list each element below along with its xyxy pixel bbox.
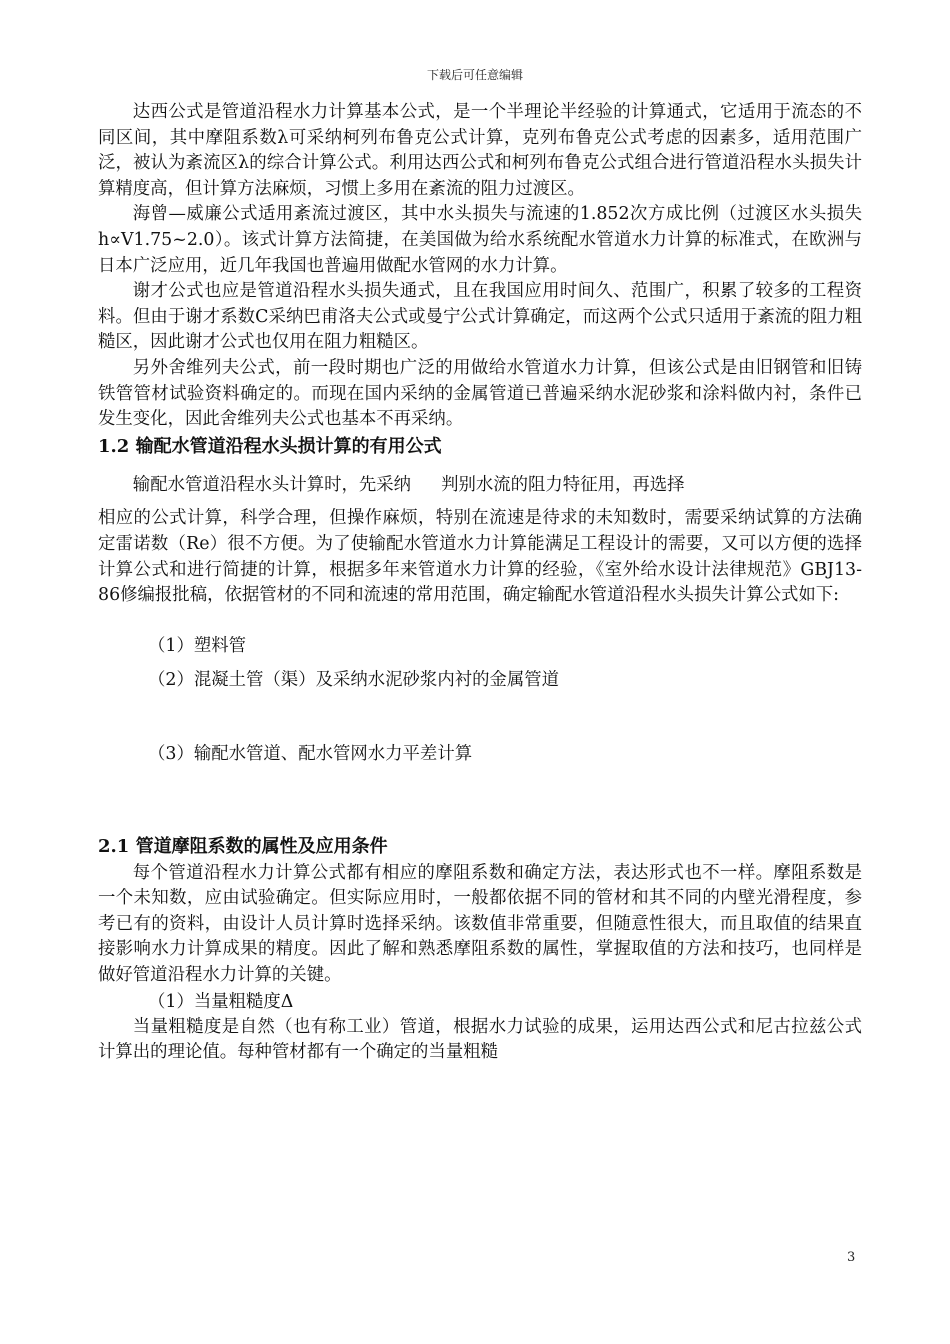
paragraph-equivalent-roughness: 当量粗糙度是自然（也有称工业）管道，根据水力试验的成果，运用达西公式和尼古拉兹公式计算出的理论值。每种管材都有一个确定的当量粗糙	[98, 1016, 862, 1063]
paragraph-formula-intro: 相应的公式计算，科学合理，但操作麻烦，特别在流速是待求的未知数时，需要采纳试算的方法确定雷诺数（Re）很不方便。为了使输配水管道水力计算能满足工程设计的需要，又可以方便的选择计算公式和进行简捷的计算，根据多年来管道水力计算的经验，《室外给水设计法律规范》GBJ13-86修编报批稿，依据管材的不同和流速的常用范围，确定输配水管道沿程水头损失计算公式如下:	[98, 508, 862, 606]
page-number: 3	[847, 1250, 856, 1265]
document-body	[98, 100, 862, 1066]
page-header: 下载后可任意编辑	[426, 68, 523, 82]
formula-intro-part-a: 输配水管道沿程水头计算时，先采纳	[132, 474, 412, 495]
list-item-equivalent-roughness: （1）当量粗糙度Δ	[148, 991, 294, 1012]
list-item-plastic-pipe: （1）塑料管	[148, 635, 247, 656]
paragraph-friction-coefficient: 每个管道沿程水力计算公式都有相应的摩阻系数和确定方法，表达形式也不一样。摩阻系数是一个未知数，应由试验确定。但实际应用时，一般都依据不同的管材和其不同的内壁光滑程度，参考已有的资料，由设计人员计算时选择采纳。该数值非常重要，但随意性很大，而且取值的结果直接影响水力计算成果的精度。因此了解和熟悉摩阻系数的属性，掌握取值的方法和技巧，也同样是做好管道沿程水力计算的关键。	[98, 862, 862, 986]
list-item-concrete-pipe: （2）混凝土管（渠）及采纳水泥砂浆内衬的金属管道	[148, 669, 560, 690]
paragraph-hazen-williams: 海曾—威廉公式适用紊流过渡区，其中水头损失与流速的1.852次方成比例（过渡区水头损失h∝V1.75~2.0）。该式计算方法简捷，在美国做为给水系统配水管道水力计算的标准式，在欧洲与日本广泛应用，近几年我国也普遍用做配水管网的水力计算。	[98, 204, 862, 276]
list-item-network-balance: （3）输配水管道、配水管网水力平差计算	[148, 743, 473, 764]
paragraph-chezy: 谢才公式也应是管道沿程水头损失通式，且在我国应用时间久、范围广，积累了较多的工程资料。但由于谢才系数C采纳巴甫洛夫公式或曼宁公式计算确定，而这两个公式只适用于紊流的阻力粗糙区，因此谢才公式也仅用在阻力粗糙区。	[98, 281, 862, 353]
paragraph-shevelev: 另外舍维列夫公式，前一段时期也广泛的用做给水管道水力计算，但该公式是由旧钢管和旧铸铁管管材试验资料确定的。而现在国内采纳的金属管道已普遍采纳水泥砂浆和涂料做内衬，条件已发生变化，因此舍维列夫公式也基本不再采纳。	[98, 357, 862, 430]
section-heading-2-1: 2.1 管道摩阻系数的属性及应用条件	[98, 835, 388, 857]
paragraph-darcy: 达西公式是管道沿程水力计算基本公式，是一个半理论半经验的计算通式，它适用于流态的不同区间，其中摩阻系数λ可采纳柯列布鲁克公式计算，克列布鲁克公式考虑的因素多，适用范围广泛，被认为紊流区λ的综合计算公式。利用达西公式和柯列布鲁克公式组合进行管道沿程水头损失计算精度高，但计算方法麻烦，习惯上多用在紊流的阻力过渡区。	[98, 102, 862, 199]
formula-intro-part-b: 判别水流的阻力特征用，再选择	[441, 474, 685, 495]
paragraph-formula-intro-first-line	[98, 473, 862, 499]
section-heading-1-2: 1.2 输配水管道沿程水头损计算的有用公式	[98, 435, 442, 457]
